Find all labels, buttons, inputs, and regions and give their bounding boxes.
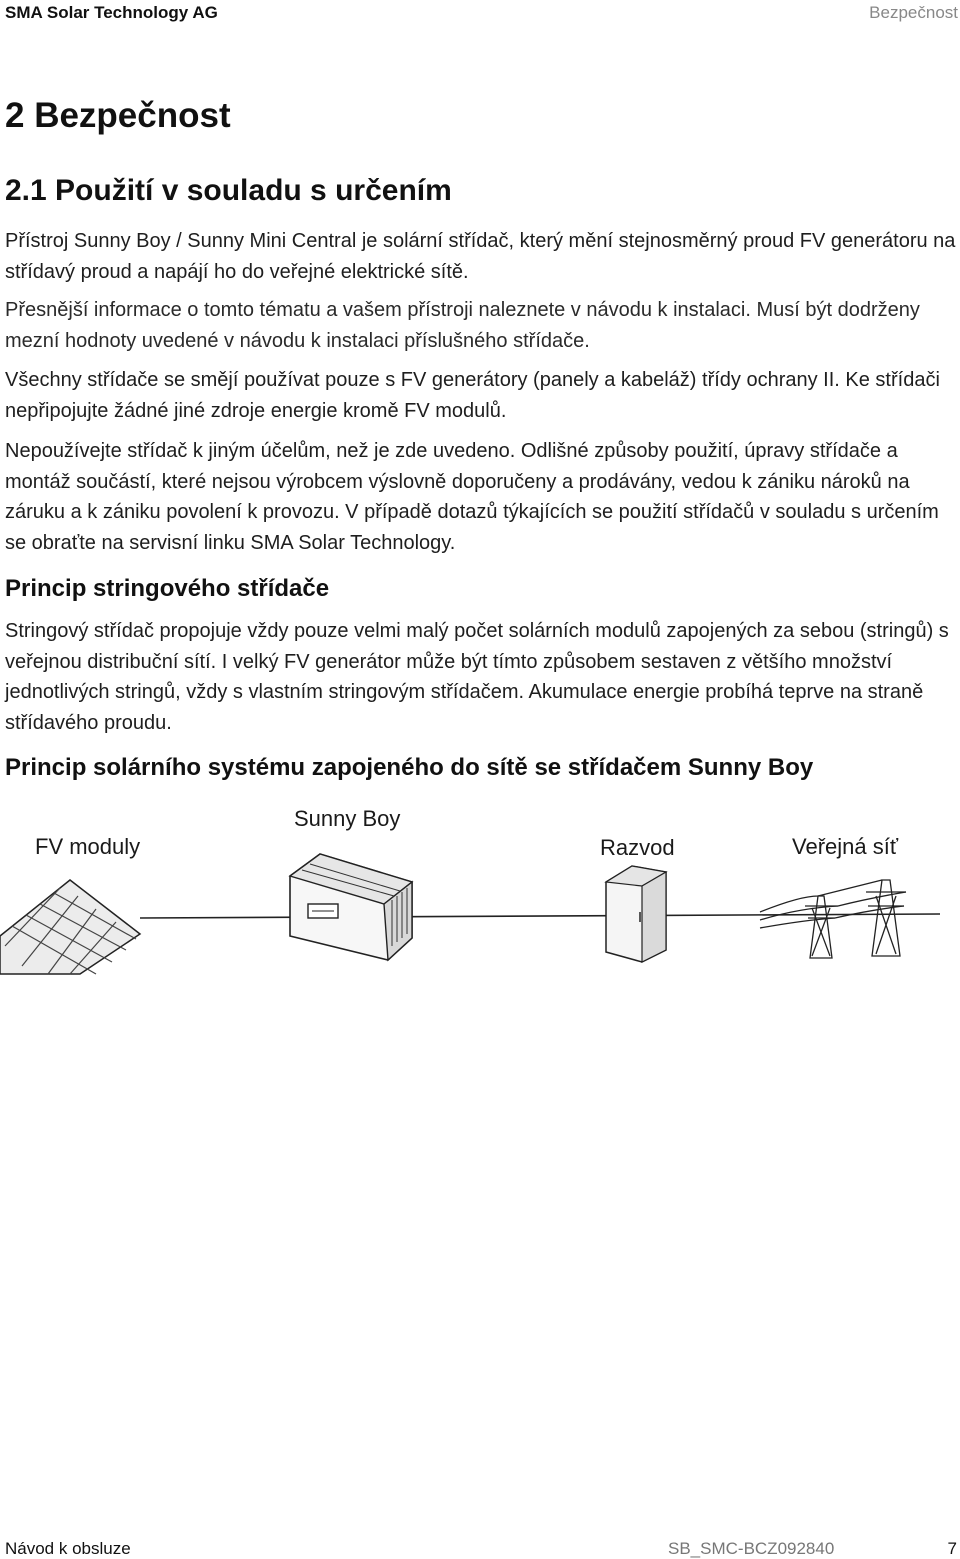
label-grid: Veřejná síť xyxy=(792,834,899,859)
paragraph-usage: Nepoužívejte střídač k jiným účelům, než je zde uvedeno. Odlišné způsoby použití, úpravy střídače a montáž součástí, které nejsou výrobcem výslovně doporučeny a prodávány, vedou k zániku nároků na záruku a k zániku povolení k provozu. V případě dotazů týkajících se použití střídačů v souladu s určením se obraťte na servisní linku SMA Solar Technology. xyxy=(5,440,939,554)
distribution-box-icon xyxy=(606,866,666,962)
paragraph-details: Přesnější informace o tomto tématu a vašem přístroji naleznete v návodu k instalaci. Musí být dodrženy mezní hodnoty uvedené v návodu k instalaci příslušného střídače. xyxy=(5,299,920,352)
paragraph-protection-class: Všechny střídače se smějí používat pouze s FV generátory (panely a kabeláž) třídy ochrany II. Ke střídači nepřipojujte žádné jiné zdroje energie kromě FV modulů. xyxy=(5,369,940,422)
page-number: 7 xyxy=(947,1539,957,1558)
label-distribution: Razvod xyxy=(600,835,675,860)
section-title: 2.1 Použití v souladu s určením xyxy=(5,174,452,207)
diagram-heading: Princip solárního systému zapojeného do sítě se střídačem Sunny Boy xyxy=(5,754,814,781)
header-section: Bezpečnost xyxy=(869,3,958,22)
string-inverter-text: Stringový střídač propojuje vždy pouze velmi malý počet solárních modulů zapojených za sebou (stringů) s veřejnou distribuční sítí. I velký FV generátor může být tímto způsobem sestaven z většího množství jednotlivých stringů, vždy s vlastním stringovým střídačem. Akumulace energie probíhá teprve na straně střídavého proudu. xyxy=(5,620,949,734)
company-name: SMA Solar Technology AG xyxy=(5,3,218,22)
inverter-icon xyxy=(290,854,412,960)
footer-doc-code: SB_SMC-BCZ092840 xyxy=(668,1539,835,1558)
label-inverter: Sunny Boy xyxy=(294,806,401,831)
solar-system-diagram xyxy=(0,796,960,976)
chapter-title: 2 Bezpečnost xyxy=(5,96,231,135)
paragraph-intro: Přístroj Sunny Boy / Sunny Mini Central je solární střídač, který mění stejnosměrný proud FV generátoru na střídavý proud a napájí ho do veřejné elektrické sítě. xyxy=(5,230,956,283)
footer-doc-title: Návod k obsluze xyxy=(5,1539,131,1558)
power-pylon-icon xyxy=(760,880,906,958)
label-pv-modules: FV moduly xyxy=(35,834,141,859)
string-inverter-heading: Princip stringového střídače xyxy=(5,575,330,602)
solar-panel-icon xyxy=(0,880,140,974)
